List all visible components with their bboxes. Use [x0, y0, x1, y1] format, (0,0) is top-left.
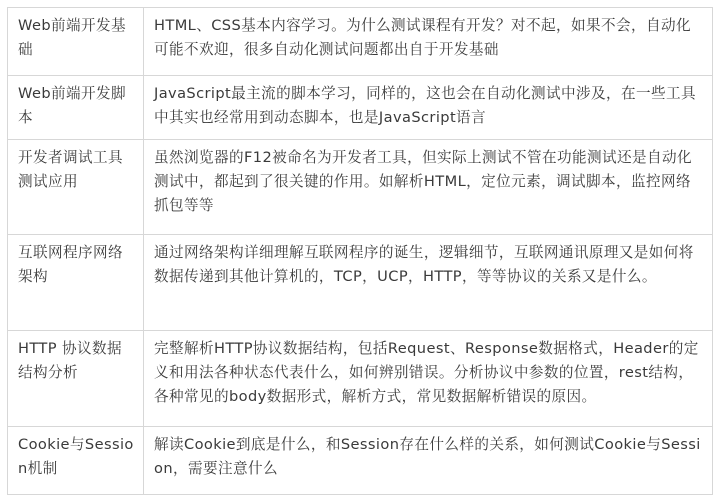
description-cell: HTML、CSS基本内容学习。为什么测试课程有开发？对不起，如果不会，自动化可能不欢迎，很多自动化测试问题都出自于开发基础 — [144, 8, 713, 76]
description-cell: 解读Cookie到底是什么，和Session存在什么样的关系，如何测试Cookie与Session，需要注意什么 — [144, 427, 713, 495]
topic-cell: Web前端开发脚本 — [8, 76, 144, 140]
topic-cell: 互联网程序网络架构 — [8, 235, 144, 331]
description-cell: 虽然浏览器的F12被命名为开发者工具，但实际上测试不管在功能测试还是自动化测试中，都起到了很关键的作用。如解析HTML，定位元素，调试脚本，监控网络抓包等等 — [144, 140, 713, 235]
table-row — [8, 331, 713, 427]
description-cell: JavaScript最主流的脚本学习，同样的，这也会在自动化测试中涉及，在一些工具中其实也经常用到动态脚本，也是JavaScript语言 — [144, 76, 713, 140]
description-cell: 完整解析HTTP协议数据结构，包括Request、Response数据格式，Header的定义和用法各种状态代表什么，如何辨别错误。分析协议中参数的位置，rest结构，各种常见的body数据形式，解析方式，常见数据解析错误的原因。 — [144, 331, 713, 427]
table-row — [8, 8, 713, 76]
table-row — [8, 427, 713, 495]
table-row — [8, 140, 713, 235]
topic-cell: 开发者调试工具测试应用 — [8, 140, 144, 235]
table-row — [8, 76, 713, 140]
topic-cell: Cookie与Session机制 — [8, 427, 144, 495]
curriculum-table — [7, 7, 713, 495]
table-row — [8, 235, 713, 331]
topic-cell: HTTP 协议数据结构分析 — [8, 331, 144, 427]
description-cell: 通过网络架构详细理解互联网程序的诞生，逻辑细节，互联网通讯原理又是如何将数据传递到其他计算机的，TCP，UCP，HTTP，等等协议的关系又是什么。 — [144, 235, 713, 331]
topic-cell: Web前端开发基础 — [8, 8, 144, 76]
curriculum-table-body — [8, 8, 713, 495]
